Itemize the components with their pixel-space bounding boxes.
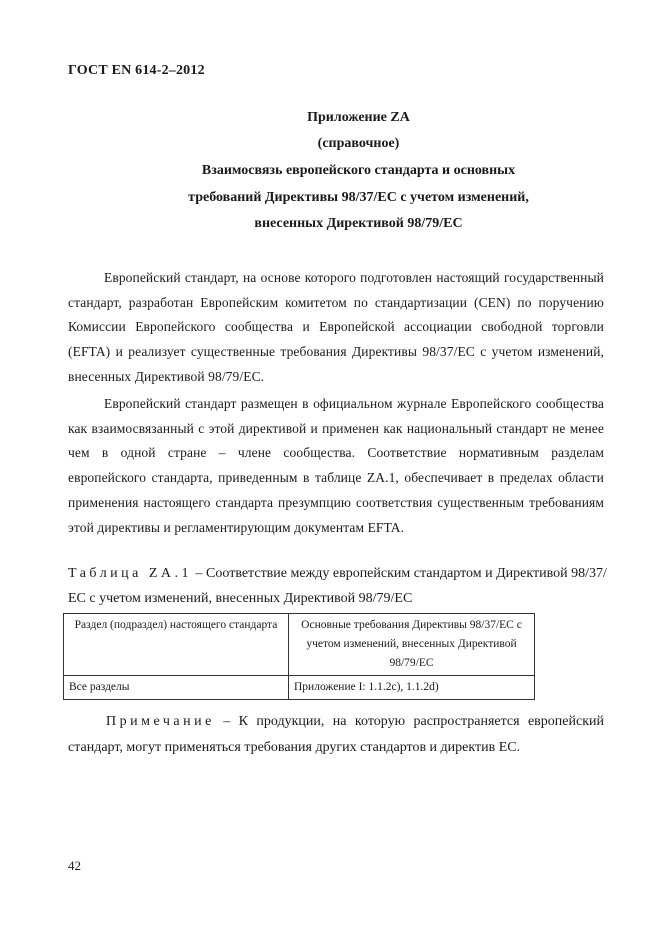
body-paragraph-2: Европейский стандарт размещен в официальном журнале Европейского сообщества как взаимосвязанный с этой директивой и применен как национальный стандарт не менее чем в одной стране – члене сообщества. Соответствие нормативным разделам европейского стандарта, приведенным в таблице ZA.1, обеспечивает в пределах области применения настоящего стандарта презумпцию соответствия существенным требованиям этой директивы и регламентирующим документам EFTA. [68, 396, 604, 535]
annex-heading-line-2: требований Директивы 98/37/ЕС с учетом изменений, [188, 190, 529, 205]
note-label: Примечание [106, 714, 215, 729]
annex-heading-line-1: Взаимосвязь европейского стандарта и основных [201, 163, 516, 178]
table-header-section: Раздел (подраздел) настоящего стандарта [64, 614, 289, 676]
table-caption [68, 561, 608, 611]
table-caption-text: – Соответствие между европейским стандартом и Директивой 98/37/ЕС с учетом изменений, внесенных Директивой 98/79/ЕС [68, 566, 607, 606]
annex-kind: (справочное) [317, 136, 400, 151]
page-number: 42 [68, 858, 81, 873]
annex-heading-line-3: внесенных Директивой 98/79/ЕС [254, 216, 463, 231]
note-text: – К продукции, на которую распространяется европейский стандарт, могут применяться требования других стандартов и директив ЕС. [68, 714, 604, 755]
table-header-requirements: Основные требования Директивы 98/37/ЕС с учетом изменений, внесенных Директивой 98/79/ЕС [289, 614, 535, 676]
table-cell-section: Все разделы [64, 676, 289, 700]
table-cell-requirements: Приложение I: 1.1.2c), 1.1.2d) [289, 676, 535, 700]
table-caption-label: Таблица ZA.1 [68, 566, 193, 581]
requirements-table [63, 613, 535, 700]
note-paragraph [68, 709, 604, 760]
annex-title: Приложение ZA [307, 110, 410, 125]
document-code: ГОСТ EN 614-2–2012 [68, 63, 205, 78]
body-paragraph-1: Европейский стандарт, на основе которого подготовлен настоящий государственный стандарт, разработан Европейским комитетом по стандартизации (CEN) по поручению Комиссии Европейского сообщества и Европейской ассоциации свободной торговли (EFTA) и реализует существенные требования Директивы 98/37/ЕС с учетом изменений, внесенных Директивой 98/79/ЕС. [68, 270, 604, 384]
table-header-row [64, 614, 535, 676]
table-row [64, 676, 535, 700]
